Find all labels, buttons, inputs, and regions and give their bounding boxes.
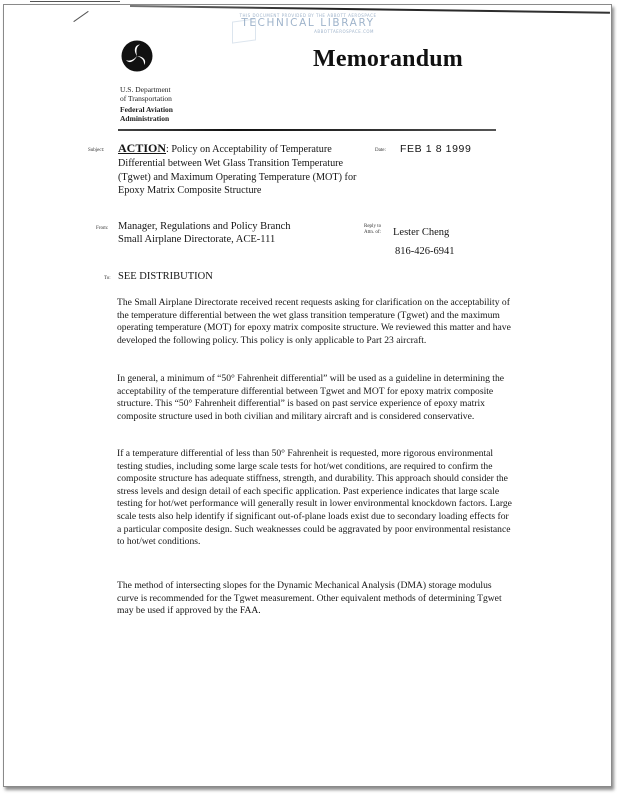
header-divider — [118, 129, 496, 131]
watermark-url: ABBOTTAEROSPACE.COM — [314, 29, 374, 34]
from-line: Manager, Regulations and Policy Branch — [118, 221, 291, 232]
department-name — [120, 86, 172, 103]
to-recipient: SEE DISTRIBUTION — [118, 271, 213, 282]
reply-contact-name: Lester Cheng — [393, 227, 450, 238]
subject-description: : Policy on Acceptability of Temperature Differential between Wet Glass Transition Temperature (Tgwet) and Maximum Operating Temperature (MOT) for Epoxy Matrix Composite Structure — [118, 144, 357, 197]
scan-edge-line — [30, 1, 120, 2]
body-paragraph: If a temperature differential of less than 50° Fahrenheit is requested, more rigorous environmental testing studies, including some large scale tests for hot/wet conditions, are required to confirm the composite structure has adequate stiffness, strength, and durability. This approach should consider the stress levels and design detail of each specific application. Past experience indicates that large scale testing for hot/wet performance will generally result in lower environmental knockdown factors. Large scale tests also help identify if significant out-of-plane loads exist due to secondary loading effects for a particular composite design. Such weaknesses could be aggravated by poor environmental resistance to hot/wet conditions. — [117, 448, 512, 548]
action-keyword: ACTION — [118, 141, 167, 155]
body-paragraph: The Small Airplane Directorate received recent requests asking for clarification on the acceptability of the temperature differential between the wet glass transition temperature (Tgwet) and the maximum operating temperature (MOT) for epoxy matrix composite structure. We reviewed this matter and have developed the following policy. This policy is only applicable to Part 23 aircraft. — [117, 297, 511, 346]
date-label: Date: — [375, 148, 386, 153]
body-paragraph: The method of intersecting slopes for the Dynamic Mechanical Analysis (DMA) storage modulus curve is recommended for the Tgwet measurement. Other equivalent methods of determining Tgwet may be used if approved by the FAA. — [117, 580, 502, 617]
body-paragraph: In general, a minimum of “50° Fahrenheit differential” will be used as a guideline in determining the acceptability of the temperature differential between Tgwet and MOT for epoxy matrix composite structure. This “50° Fahrenheit differential” is based on past service experience of epoxy matrix composite structure used in both civilian and military aircraft and is considered conservative. — [117, 373, 505, 422]
technical-library-watermark — [228, 13, 388, 34]
watermark-provider-line: THIS DOCUMENT PROVIDED BY THE ABBOTT AEROSPACE — [239, 13, 377, 18]
memo-title: Memorandum — [313, 46, 463, 72]
reply-to-label — [364, 224, 381, 235]
agency-line: Administration — [120, 113, 170, 123]
reply-label-line: Attn. of: — [364, 229, 381, 235]
subject-text — [118, 142, 358, 198]
dot-triskelion-logo-icon — [121, 40, 153, 72]
date-value: FEB 1 8 1999 — [400, 143, 472, 155]
watermark-title: TECHNICAL LIBRARY — [241, 17, 375, 29]
from-label: From: — [96, 226, 109, 231]
reply-label-line: Reply to — [364, 224, 382, 229]
agency-line: Federal Aviation — [120, 105, 173, 114]
from-line: Small Airplane Directorate, ACE-111 — [118, 233, 276, 245]
from-sender — [118, 221, 291, 246]
to-label: To: — [104, 276, 111, 281]
reply-contact-phone: 816-426-6941 — [395, 246, 455, 257]
department-line: U.S. Department — [120, 85, 171, 94]
department-line: of Transportation — [120, 93, 172, 103]
agency-name — [120, 106, 173, 123]
subject-label: Subject: — [88, 148, 105, 153]
